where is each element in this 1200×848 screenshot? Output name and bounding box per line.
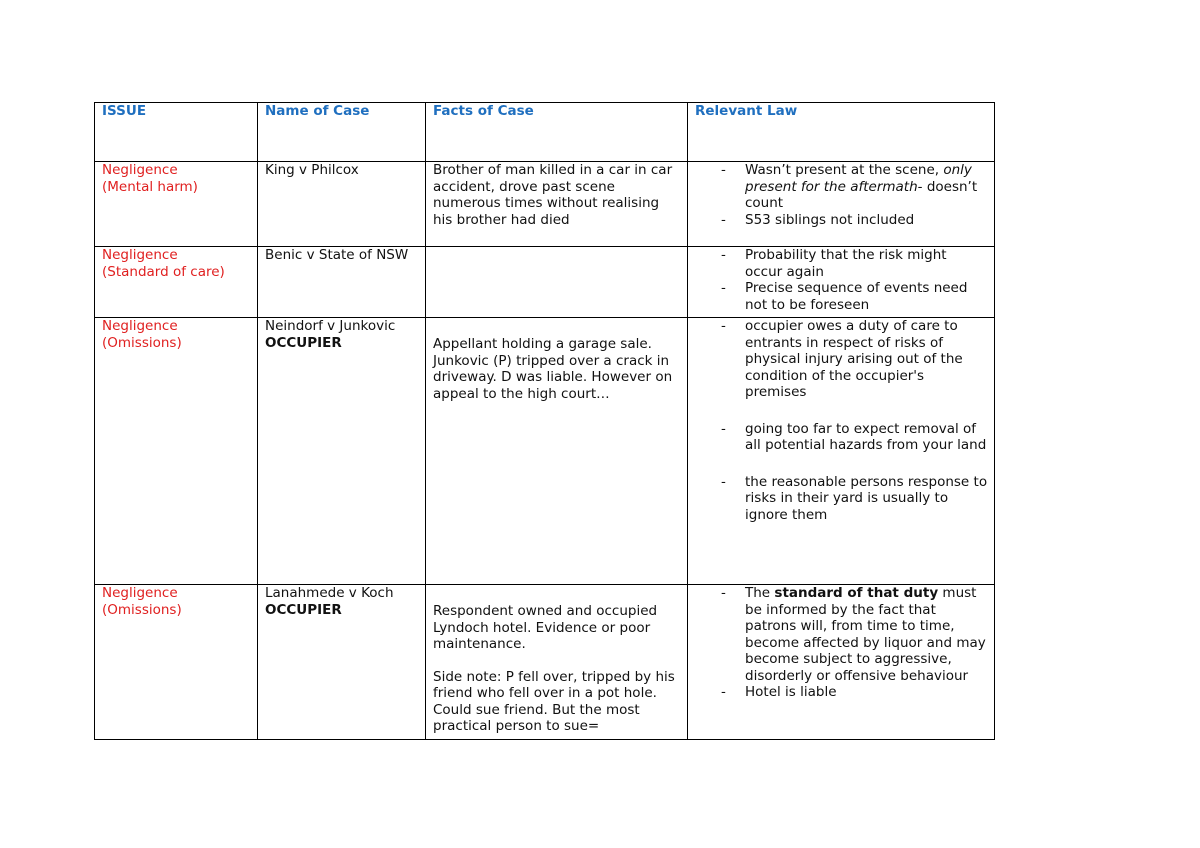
law-cell: [688, 247, 995, 318]
header-name-of-case: Name of Case: [258, 103, 426, 162]
law-item: - Hotel is liable: [695, 684, 988, 701]
occupier-tag: OCCUPIER: [265, 601, 342, 618]
occupier-tag: OCCUPIER: [265, 334, 342, 351]
issue-label: Negligence: [102, 585, 178, 601]
law-list: [695, 247, 988, 313]
law-cell: [688, 162, 995, 247]
law-item: - occupier owes a duty of care to entrants in respect of risks of physical injury arising out of the condition of the occupier's premises: [695, 318, 988, 401]
law-list: [695, 585, 988, 701]
facts-cell: [426, 585, 688, 740]
law-item: - S53 siblings not included: [695, 212, 988, 229]
law-item: - going too far to expect removal of all potential hazards from your land: [695, 421, 988, 454]
issue-label: Negligence: [102, 318, 178, 334]
header-facts-of-case: Facts of Case: [426, 103, 688, 162]
law-cell: [688, 585, 995, 740]
issue-label: Negligence: [102, 162, 178, 178]
facts-cell: [426, 247, 688, 318]
facts-side-note: Side note: P fell over, tripped by his friend who fell over in a pot hole. Could sue friend. But the most practical person to sue=: [433, 668, 675, 734]
case-name: Lanahmede v Koch: [265, 585, 394, 601]
header-relevant-law: Relevant Law: [688, 103, 995, 162]
case-name-cell: [258, 585, 426, 740]
facts-cell: [426, 318, 688, 585]
law-item: - Probability that the risk might occur again: [695, 247, 988, 280]
table-header-row: [95, 103, 995, 162]
facts-text: Appellant holding a garage sale. Junkovic (P) tripped over a crack in driveway. D was liable. However on appeal to the high court…: [433, 336, 673, 402]
law-item: - Wasn’t present at the scene, only present for the aftermath- doesn’t count: [695, 162, 988, 212]
issue-subtype: (Omissions): [102, 334, 182, 351]
issue-subtype: (Omissions): [102, 601, 182, 618]
law-item: - Precise sequence of events need not to be foreseen: [695, 280, 988, 313]
issue-cell: [95, 247, 258, 318]
case-name-cell: [258, 247, 426, 318]
table-row: [95, 318, 995, 585]
case-name-cell: [258, 318, 426, 585]
case-name-cell: [258, 162, 426, 247]
issue-cell: [95, 585, 258, 740]
table-row: [95, 585, 995, 740]
case-name: Neindorf v Junkovic: [265, 318, 396, 334]
law-list: [695, 318, 988, 523]
law-item: - The standard of that duty must be informed by the fact that patrons will, from time to time, become affected by liquor and may become subject to aggressive, disorderly or offensive behaviour: [695, 585, 988, 684]
table-row: [95, 247, 995, 318]
issue-cell: [95, 318, 258, 585]
case-name: King v Philcox: [265, 162, 359, 178]
facts-text: Brother of man killed in a car in car accident, drove past scene numerous times without realising his brother had died: [433, 162, 673, 228]
issue-label: Negligence: [102, 247, 178, 263]
facts-cell: [426, 162, 688, 247]
issue-subtype: (Mental harm): [102, 178, 198, 195]
case-table: [94, 102, 995, 740]
table-row: [95, 162, 995, 247]
law-item: - the reasonable persons response to risks in their yard is usually to ignore them: [695, 474, 988, 524]
facts-text: Respondent owned and occupied Lyndoch hotel. Evidence or poor maintenance.: [433, 603, 658, 652]
case-name: Benic v State of NSW: [265, 247, 409, 263]
issue-cell: [95, 162, 258, 247]
law-list: [695, 162, 988, 228]
issue-subtype: (Standard of care): [102, 263, 225, 280]
law-cell: [688, 318, 995, 585]
header-issue: ISSUE: [95, 103, 258, 162]
